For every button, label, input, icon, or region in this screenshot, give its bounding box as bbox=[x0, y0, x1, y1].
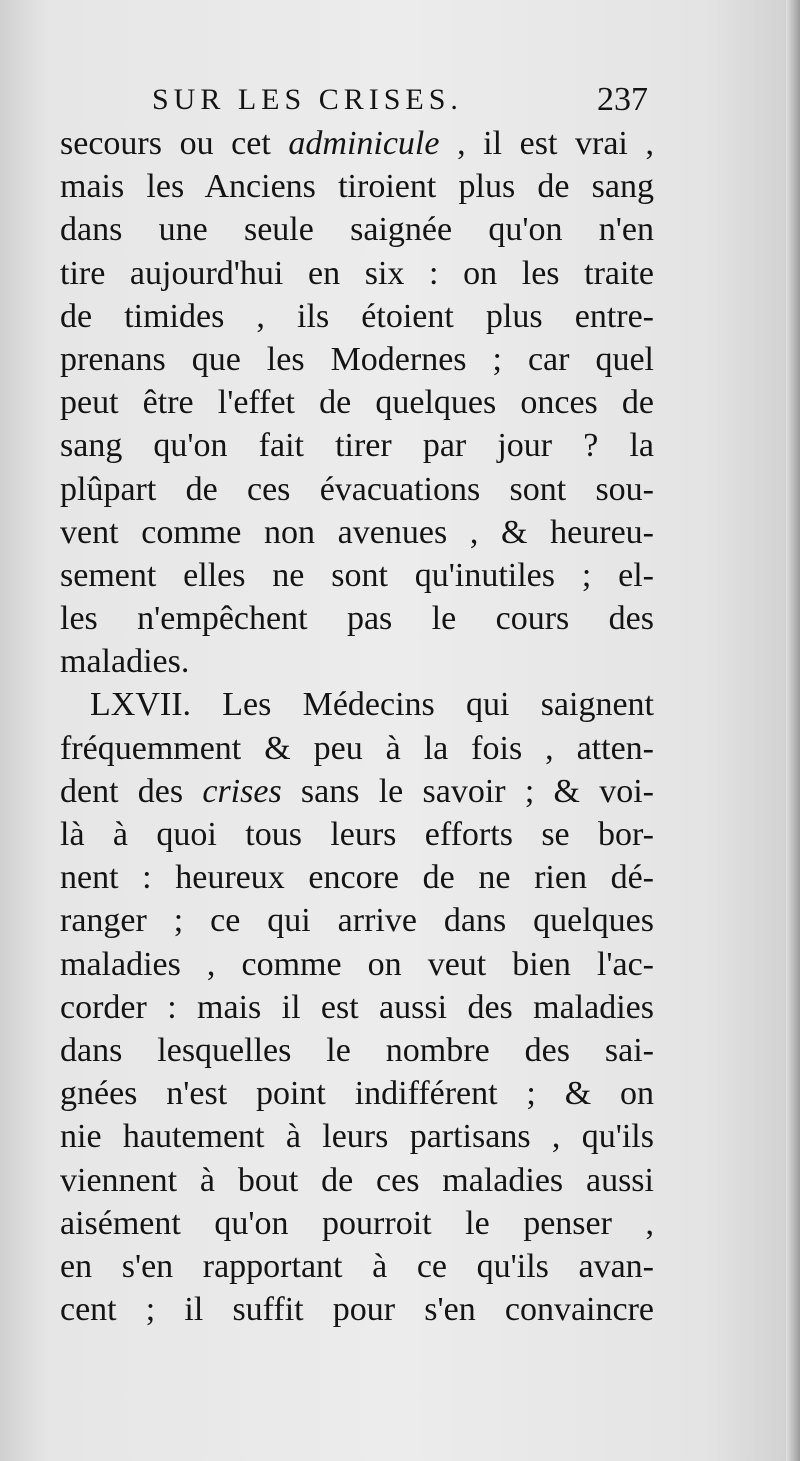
text-line bbox=[60, 1159, 654, 1202]
text-line bbox=[60, 856, 654, 899]
text-line bbox=[60, 122, 654, 165]
text-run: maladies , comme on veut bien l'ac- bbox=[60, 945, 654, 983]
text-line bbox=[60, 252, 654, 295]
text-line bbox=[60, 511, 654, 554]
text-line bbox=[60, 597, 654, 640]
text-line bbox=[60, 683, 654, 726]
text-line bbox=[60, 899, 654, 942]
text-run: sang qu'on fait tirer par jour ? la bbox=[60, 427, 654, 465]
text-run: , il est vrai , bbox=[439, 125, 654, 162]
text-run: dans une seule saignée qu'on n'en bbox=[60, 211, 654, 249]
text-run: corder : mais il est aussi des maladies bbox=[60, 988, 654, 1026]
text-run: cent ; il suffit pour s'en convaincre bbox=[60, 1291, 654, 1329]
text-run: nie hautement à leurs partisans , qu'ils bbox=[60, 1118, 654, 1156]
text-run: fréquemment & peu à la fois , atten- bbox=[60, 729, 654, 767]
text-line bbox=[60, 295, 654, 338]
text-run: dent des bbox=[60, 772, 203, 810]
text-line bbox=[60, 727, 654, 770]
text-run: mais les Anciens tiroient plus de sang bbox=[60, 168, 654, 206]
text-line bbox=[60, 1202, 654, 1245]
text-run: sans le savoir ; & voi- bbox=[281, 772, 655, 810]
text-line bbox=[60, 943, 654, 986]
text-run: aisément qu'on pourroit le penser , bbox=[60, 1204, 654, 1242]
text-line bbox=[60, 986, 654, 1029]
text-run: viennent à bout de ces maladies aussi bbox=[60, 1161, 654, 1199]
text-line bbox=[60, 468, 654, 511]
text-run: dans lesquelles le nombre des sai- bbox=[60, 1031, 654, 1069]
text-run: secours ou cet bbox=[60, 125, 289, 162]
text-run: maladies. bbox=[60, 643, 190, 681]
text-run: LXVII. Les Médecins qui saignent bbox=[90, 686, 654, 724]
text-run: prenans que les Modernes ; car quel bbox=[60, 340, 654, 378]
text-line bbox=[60, 1245, 654, 1288]
text-run: les n'empêchent pas le cours des bbox=[60, 600, 654, 638]
text-line bbox=[60, 381, 654, 424]
italic-text: adminicule bbox=[288, 125, 440, 162]
text-run: ranger ; ce qui arrive dans quelques bbox=[60, 902, 654, 940]
text-run: peut être l'effet de quelques onces de bbox=[60, 384, 654, 422]
text-run: vent comme non avenues , & heureu- bbox=[60, 513, 654, 551]
page-number: 237 bbox=[597, 81, 648, 118]
text-line bbox=[60, 813, 654, 856]
text-run: gnées n'est point indifférent ; & on bbox=[60, 1075, 654, 1113]
running-title: SUR LES CRISES. bbox=[152, 83, 463, 116]
text-line bbox=[60, 1115, 654, 1158]
text-run: plûpart de ces évacuations sont sou- bbox=[60, 470, 654, 508]
text-line bbox=[60, 640, 654, 683]
text-line bbox=[60, 424, 654, 467]
text-line bbox=[60, 554, 654, 597]
page-edge-shadow bbox=[786, 0, 800, 1461]
text-run: sement elles ne sont qu'inutiles ; el- bbox=[60, 556, 654, 594]
text-run: là à quoi tous leurs efforts se bor- bbox=[60, 816, 654, 853]
text-line bbox=[60, 1288, 654, 1331]
text-line bbox=[60, 208, 654, 251]
text-run: tire aujourd'hui en six : on les traite bbox=[60, 254, 654, 292]
text-line bbox=[60, 338, 654, 381]
text-run: nent : heureux encore de ne rien dé- bbox=[60, 859, 654, 897]
text-line bbox=[60, 1029, 654, 1072]
text-run: en s'en rapportant à ce qu'ils avan- bbox=[60, 1247, 654, 1285]
text-run: de timides , ils étoient plus entre- bbox=[60, 297, 654, 335]
text-line bbox=[60, 1072, 654, 1115]
running-head bbox=[60, 78, 654, 122]
body-text bbox=[60, 122, 654, 1331]
italic-text: crises bbox=[202, 772, 282, 810]
text-line bbox=[60, 165, 654, 208]
text-line bbox=[60, 770, 654, 813]
